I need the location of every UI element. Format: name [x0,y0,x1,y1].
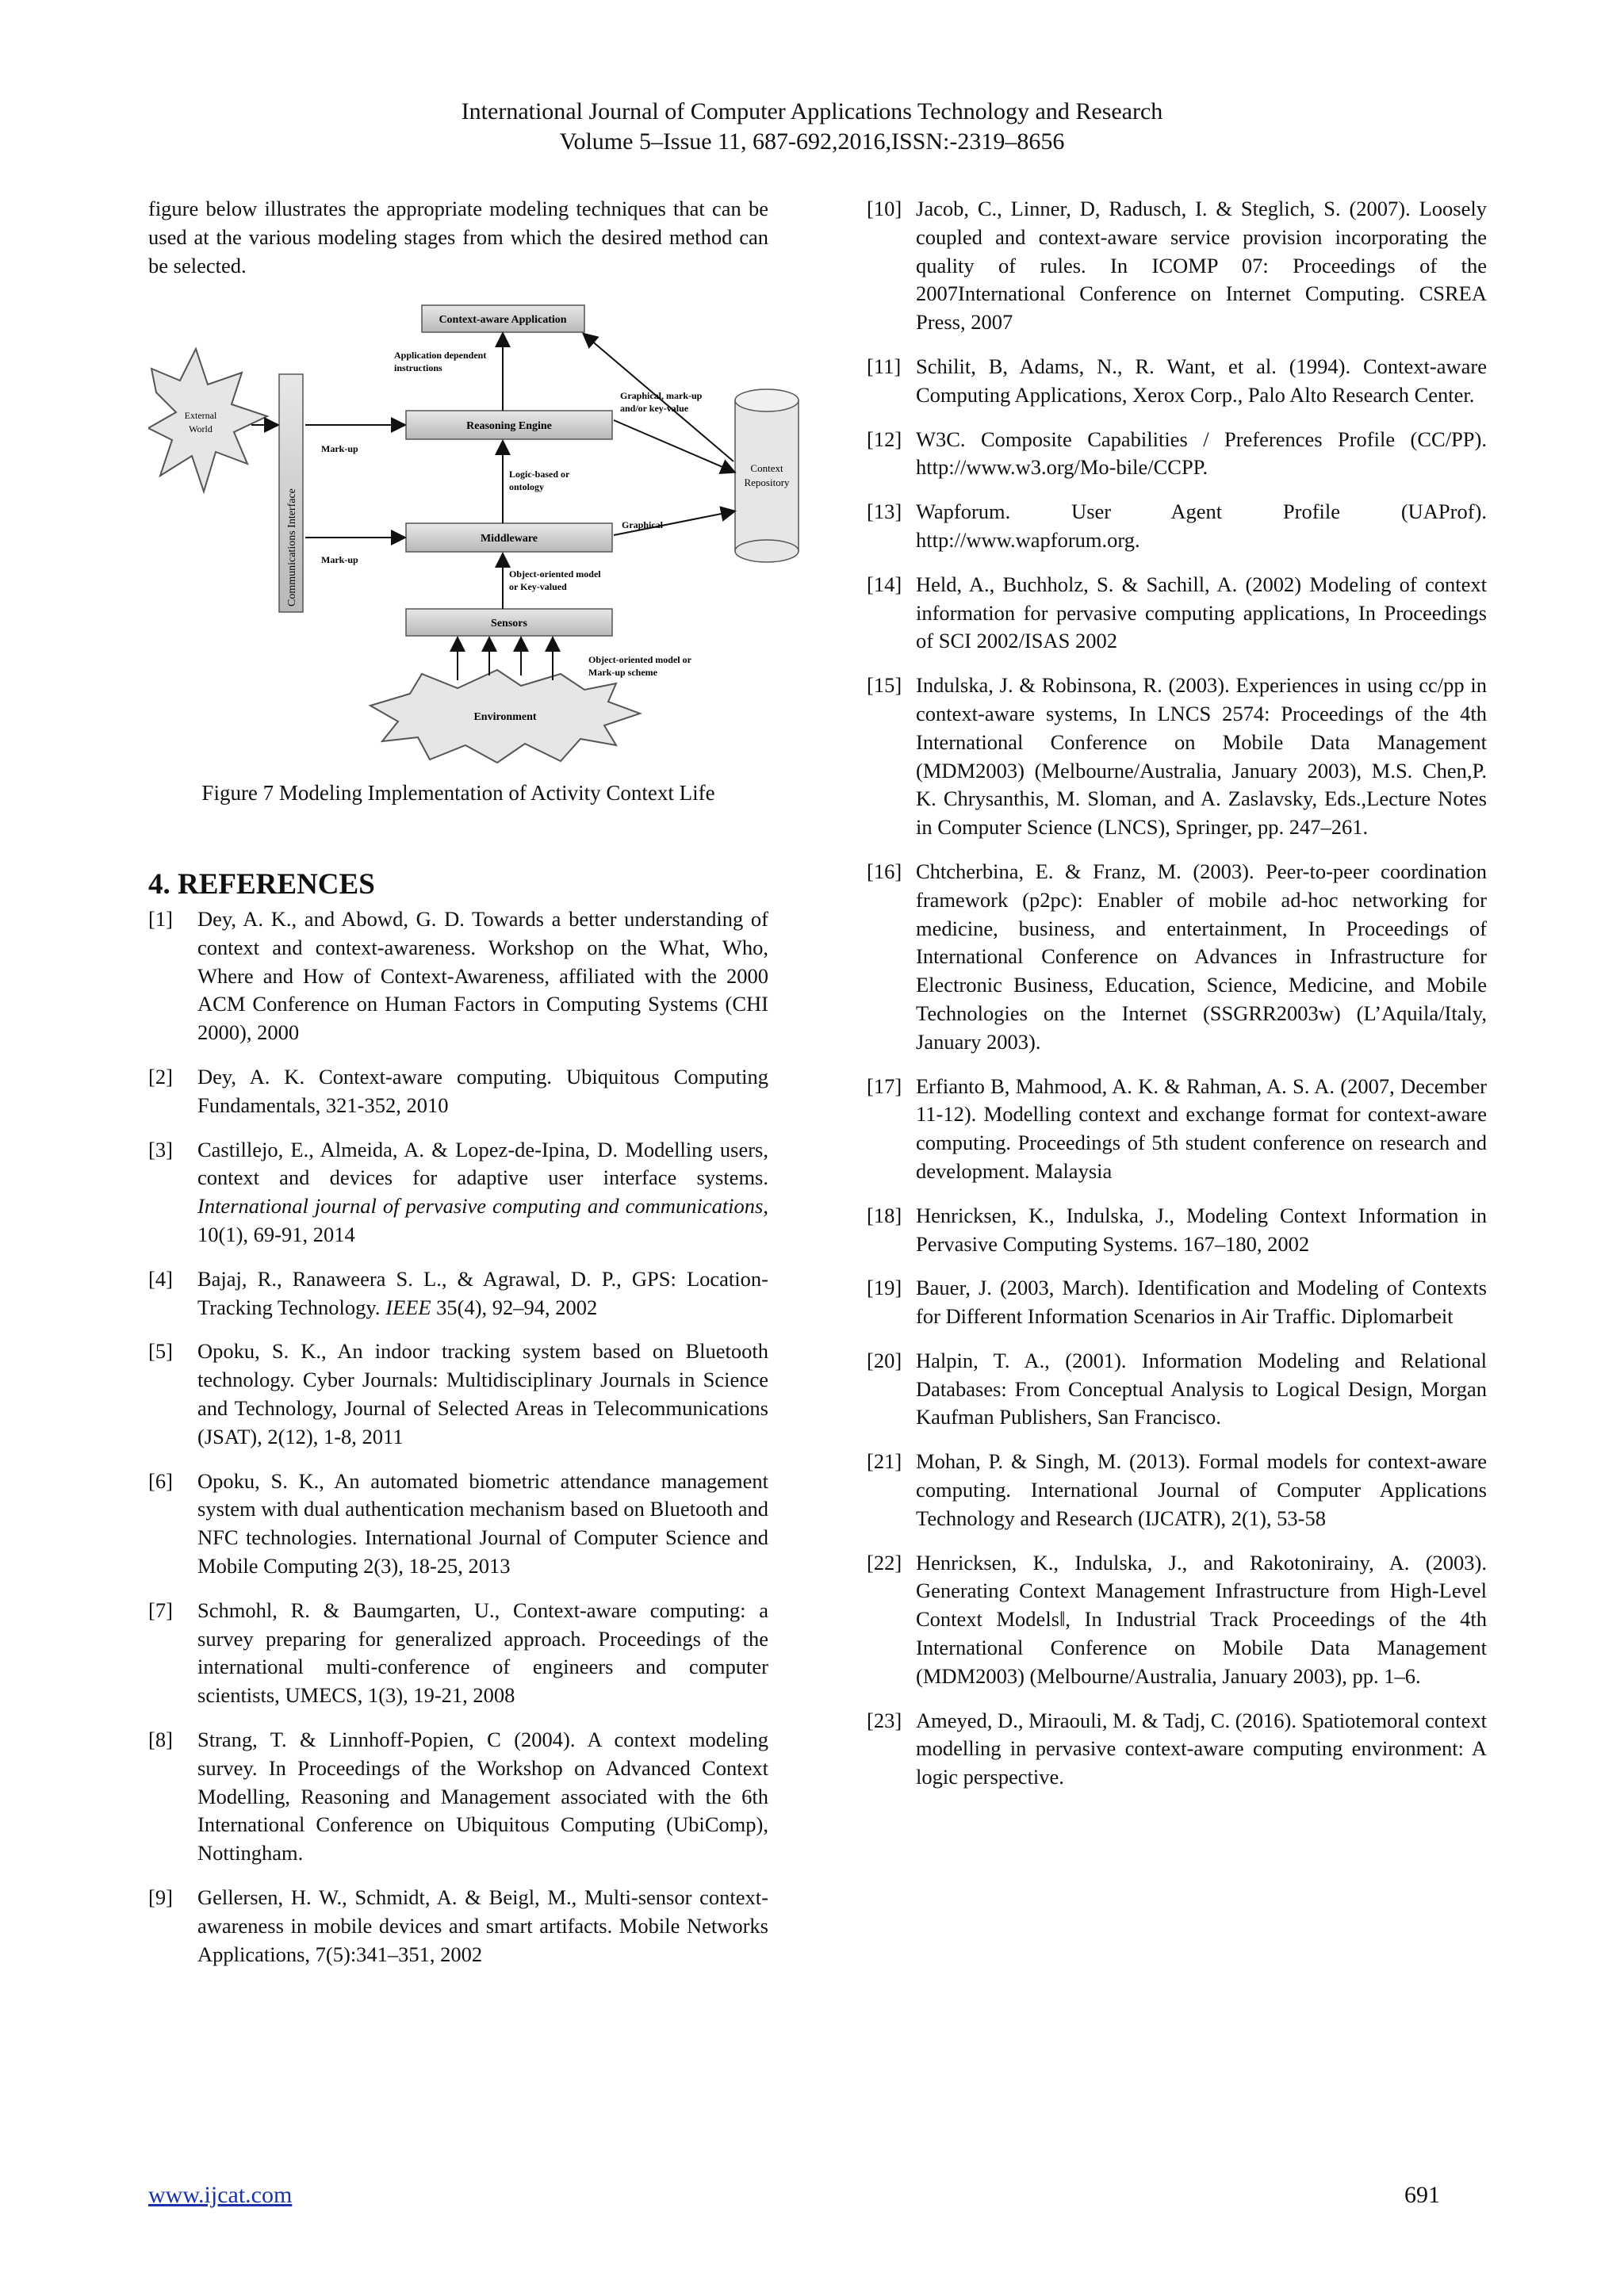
reference-number: [21] [867,1449,902,1474]
reference-number: [17] [867,1073,902,1098]
reference-text [197,1265,768,1322]
reference-number: [14] [867,572,902,596]
reference-number: [18] [867,1203,902,1227]
reference-8 [148,1726,768,1868]
reference-number: [10] [867,197,902,220]
reference-text: Dey, A. K. Context-aware computing. Ubiquitous Computing Fundamentals, 321-352, 2010 [197,1064,768,1117]
reference-13 [867,498,1487,555]
reference-text [197,1136,768,1249]
label-and-or-key: and/or key-value [620,403,689,414]
communications-interface-label: Communications Interface [286,488,298,607]
reference-number: [3] [148,1137,173,1161]
reference-6 [148,1468,768,1581]
reference-text: W3C. Composite Capabilities / Preferences Profile (CC/PP). http://www.w3.org/Mo-bile/CCPP. [916,427,1487,480]
reference-text-part: , 10(1), 69-91, 2014 [197,1194,768,1246]
reference-text: Dey, A. K., and Abowd, G. D. Towards a better understanding of context and context-awareness. Workshop on the What, Who, Where and How of Context-Awareness, affiliated with the 2000 ACM Conference on Human Factors in Computing Systems (CHI 2000), 2000 [197,907,768,1045]
reference-21 [867,1448,1487,1533]
context-repository-label-1: Context [750,462,783,474]
reference-23 [867,1707,1487,1792]
reference-11 [867,353,1487,410]
reference-2 [148,1063,768,1120]
reference-18 [867,1202,1487,1259]
reference-text: Opoku, S. K., An automated biometric attendance management system with dual authentication mechanism based on Bluetooth and NFC technologies. International Journal of Computer Science and Mobile Computing 2(3), 18-25, 2013 [197,1468,768,1578]
environment-label: Environment [473,711,537,723]
reference-10 [867,195,1487,337]
reference-text: Opoku, S. K., An indoor tracking system based on Bluetooth technology. Cyber Journals: Multidisciplinary Journals in Science and Technology, Journal of Selected Areas in Telecommunications (JSAT), 2(12), 1-8, 2011 [197,1339,768,1448]
reference-17 [867,1073,1487,1186]
reference-number: [12] [867,427,902,451]
figure-7 [148,293,814,769]
journal-volume: Volume 5–Issue 11, 687-692,2016,ISSN:-2319–8656 [559,128,1065,155]
label-app-dependent: Application dependent [394,350,487,361]
reference-number: [16] [867,859,902,883]
reference-7 [148,1597,768,1710]
reference-20 [867,1347,1487,1432]
reference-number: [1] [148,907,173,931]
reference-journal-title: International journal of pervasive computing and communications [197,1194,764,1219]
reference-4 [148,1265,768,1322]
reference-number: [13] [867,499,902,524]
reference-text: Held, A., Buchholz, S. & Sachill, A. (2002) Modeling of context information for pervasive computing applications, In Proceedings of SCI 2002/ISAS 2002 [916,572,1487,653]
reference-number: [23] [867,1708,902,1732]
reference-19 [867,1274,1487,1331]
reference-number: [8] [148,1727,173,1751]
context-repository-cylinder [735,389,799,562]
figure-caption: Figure 7 Modeling Implementation of Activity Context Life [201,781,715,805]
reference-number: [4] [148,1266,173,1291]
reference-number: [22] [867,1550,902,1575]
reference-number: [5] [148,1339,173,1364]
reference-14 [867,571,1487,656]
reference-text: Bauer, J. (2003, March). Identification and Modeling of Contexts for Different Information Scenarios in Air Traffic. Diplomarbeit [916,1276,1487,1329]
label-oo-model: Object-oriented model [509,568,601,580]
context-repository-label-2: Repository [744,476,790,488]
reference-1 [148,905,768,1047]
label-graphical: Graphical [622,519,664,530]
reference-22 [867,1549,1487,1691]
reference-text: Henricksen, K., Indulska, J., and Rakotonirainy, A. (2003). Generating Context Management Infrastructure from High-Level Context Models‖, In Industrial Track Proceedings of the 4th International Conference on Mobile Data Management (MDM2003) (Melbourne/Australia, January 2003), pp. 1–6. [916,1550,1487,1688]
label-instructions: instructions [394,362,442,373]
reference-15 [867,672,1487,842]
references-left-column [148,905,768,1984]
references-heading: 4. REFERENCES [148,868,375,901]
reference-journal-title: IEEE [385,1295,431,1319]
label-graphical-markup: Graphical, mark-up [620,390,703,401]
middleware-label: Middleware [480,533,538,545]
reference-number: [11] [867,354,902,378]
reference-9 [148,1884,768,1969]
reference-number: [15] [867,673,902,698]
context-modeling-diagram [148,293,814,769]
journal-title: International Journal of Computer Applications Technology and Research [461,98,1163,124]
reference-12 [867,426,1487,483]
reference-3 [148,1136,768,1249]
intro-text: figure below illustrates the appropriate modeling techniques that can be used at the various modeling stages from which the desired method can be selected. [148,197,768,277]
reference-text: Gellersen, H. W., Schmidt, A. & Beigl, M., Multi-sensor context-awareness in mobile devices and smart artifacts. Mobile Networks Applications, 7(5):341–351, 2002 [197,1885,768,1966]
reference-text: Jacob, C., Linner, D, Radusch, I. & Steglich, S. (2007). Loosely coupled and context-aware service provision incorporating the quality of rules. In ICOMP 07: Proceedings of the 2007International Conference on Internet Computing. CSREA Press, 2007 [916,197,1487,335]
reference-text: Indulska, J. & Robinsona, R. (2003). Experiences in using cc/pp in context-aware systems, In LNCS 2574: Proceedings of the 4th International Conference on Mobile Data Management (MDM2003) (Melbourne/Australia, January 2003), M.S. Chen,P. K. Chrysanthis, M. Sloman, and A. Zaslavsky, Eds.,Lecture Notes in Computer Science (LNCS), Springer, pp. 247–261. [916,673,1487,840]
reference-number: [2] [148,1064,173,1089]
label-logic-based: Logic-based or [509,469,570,480]
label-markup-2: Mark-up [321,554,358,565]
reference-text-part: Bajaj, R., Ranaweera S. L., & Agrawal, D. P., GPS: Location-Tracking Technology. [197,1266,768,1319]
reference-5 [148,1337,768,1451]
external-world-label-2: World [189,423,213,434]
reference-16 [867,858,1487,1057]
reference-text: Strang, T. & Linnhoff-Popien, C (2004). A context modeling survey. In Proceedings of the Workshop on Advanced Context Modelling, Reasoning and Management associated with the 6th International Conference on Ubiquitous Computing (UbiComp), Nottingham. [197,1727,768,1866]
website-link[interactable]: www.ijcat.com [148,2182,293,2208]
intro-paragraph [148,195,768,280]
label-markup-1: Mark-up [321,443,358,454]
reference-number: [7] [148,1598,173,1622]
reference-text: Schmohl, R. & Baumgarten, U., Context-aware computing: a survey preparing for generalized approach. Proceedings of the international multi-conference of engineers and computer scientists, UMECS, 1(3), 19-21, 2008 [197,1598,768,1708]
reference-text-part: Castillejo, E., Almeida, A. & Lopez-de-Ipina, D. Modelling users, context and devices for adaptive user interface systems. [197,1137,768,1190]
reasoning-engine-label: Reasoning Engine [466,420,552,432]
label-ontology: ontology [509,481,545,492]
reference-number: [6] [148,1468,173,1493]
reference-number: [20] [867,1348,902,1372]
references-right-column [867,195,1487,1808]
sensors-label: Sensors [491,618,527,629]
reference-text: Henricksen, K., Indulska, J., Modeling Context Information in Pervasive Computing Systems. 167–180, 2002 [916,1203,1487,1256]
reference-text: Mohan, P. & Singh, M. (2013). Formal models for context-aware computing. International Journal of Computer Applications Technology and Research (IJCATR), 2(1), 53-58 [916,1449,1487,1530]
reference-number: [19] [867,1276,902,1300]
context-aware-application-label: Context-aware Application [439,314,567,326]
reference-number: [9] [148,1885,173,1909]
label-oo-model-2: Object-oriented model or [588,654,691,665]
label-markup-scheme: Mark-up scheme [588,667,657,678]
reference-text: Halpin, T. A., (2001). Information Modeling and Relational Databases: From Conceptual Analysis to Logical Design, Morgan Kaufman Publishers, San Francisco. [916,1348,1487,1429]
external-world-label-1: External [184,410,217,421]
reference-text: Chtcherbina, E. & Franz, M. (2003). Peer-to-peer coordination framework (p2pc): Enabler of mobile ad-hoc networking for medicine, business, and entertainment, In Proceedings of International Conference on Advances in Infrastructure for Electronic Business, Education, Science, Medicine, and Mobile Technologies on the Internet (SSGRR2003w) (L’Aquila/Italy, January 2003). [916,859,1487,1054]
reference-text: Erfianto B, Mahmood, A. K. & Rahman, A. S. A. (2007, December 11-12). Modelling context and exchange format for context-aware computing. Proceedings of 5th student conference on research and development. Malaysia [916,1073,1487,1183]
label-or-key-valued: or Key-valued [509,581,567,592]
reference-text-part: 35(4), 92–94, 2002 [431,1295,598,1319]
reference-text: Wapforum. User Agent Profile (UAProf). http://www.wapforum.org. [916,499,1487,552]
page-number: 691 [1404,2182,1440,2208]
reference-text: Ameyed, D., Miraouli, M. & Tadj, C. (2016). Spatiotemoral context modelling in pervasive context-aware computing environment: A logic perspective. [916,1708,1487,1789]
reference-text: Schilit, B, Adams, N., R. Want, et al. (1994). Context-aware Computing Applications, Xerox Corp., Palo Alto Research Center. [916,354,1487,407]
